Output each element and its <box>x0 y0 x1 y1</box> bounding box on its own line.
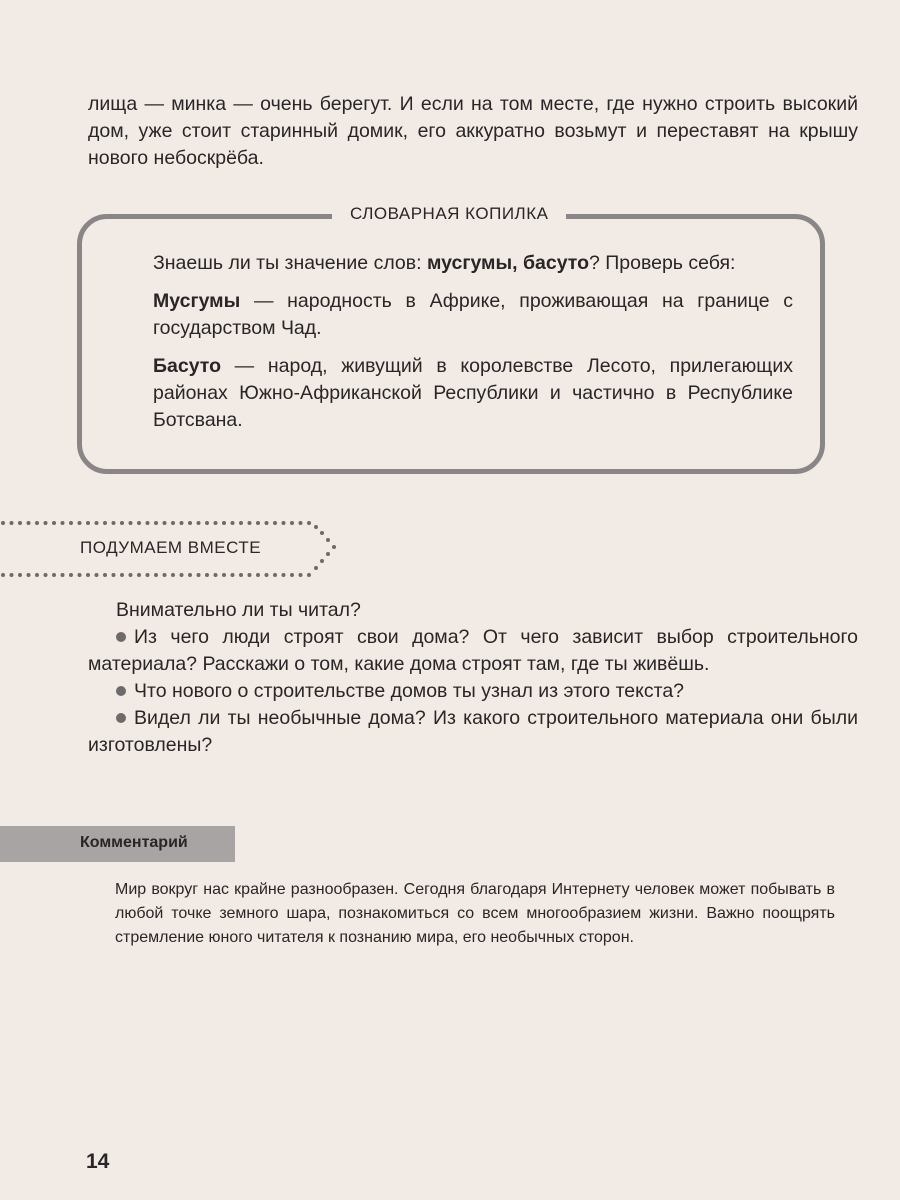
dot <box>146 521 150 525</box>
dot <box>10 573 14 577</box>
dot <box>214 573 218 577</box>
questions-intro: Внимательно ли ты читал? <box>116 599 361 621</box>
dot <box>86 521 90 525</box>
definition-musgumy <box>153 288 793 342</box>
word-musgumy: мусгумы <box>426 252 513 274</box>
dot <box>205 521 209 525</box>
dot <box>44 573 48 577</box>
dot <box>290 573 294 577</box>
definition-term: Басуто <box>153 355 221 377</box>
dot <box>197 573 201 577</box>
dot <box>35 521 39 525</box>
page-number: 14 <box>86 1150 110 1173</box>
definition-basuto <box>153 353 793 434</box>
dot <box>180 573 184 577</box>
dot <box>205 573 209 577</box>
dot <box>231 521 235 525</box>
word-separator: , <box>512 252 523 274</box>
dot <box>18 521 22 525</box>
bullet-icon <box>116 632 126 642</box>
dot <box>265 521 269 525</box>
dot <box>326 552 330 556</box>
vocabulary-box-title: СЛОВАРНАЯ КОПИЛКА <box>332 204 566 224</box>
dot <box>188 521 192 525</box>
question-prefix: Знаешь ли ты значение слов: <box>153 252 427 274</box>
dot <box>163 521 167 525</box>
definition-text: — народность в Африке, проживающая на границе с государством Чад. <box>153 290 793 339</box>
think-together-label: ПОДУМАЕМ ВМЕСТЕ <box>80 538 262 557</box>
dot <box>314 525 318 529</box>
dot <box>256 521 260 525</box>
dot <box>239 573 243 577</box>
dot <box>103 573 107 577</box>
dot <box>86 573 90 577</box>
bullet-icon <box>116 713 126 723</box>
dot <box>154 521 158 525</box>
vocabulary-question <box>153 250 793 277</box>
vocabulary-box-content <box>153 250 793 445</box>
dot <box>35 573 39 577</box>
dot <box>256 573 260 577</box>
dot <box>171 573 175 577</box>
dot <box>326 538 330 542</box>
dot <box>137 573 141 577</box>
dot <box>273 573 277 577</box>
dot <box>69 521 73 525</box>
dot <box>129 521 133 525</box>
dot <box>129 573 133 577</box>
dot <box>103 521 107 525</box>
bullet-icon <box>116 686 126 696</box>
dot <box>52 521 56 525</box>
dot <box>290 521 294 525</box>
dot <box>18 573 22 577</box>
definition-text: — народ, живущий в королевстве Лесото, прилегающих районах Южно-Африканской Республики и частично в Республике Ботсвана. <box>153 355 793 431</box>
dot <box>307 573 311 577</box>
dot <box>248 573 252 577</box>
dot <box>282 521 286 525</box>
dot <box>197 521 201 525</box>
dot <box>120 573 124 577</box>
question-text: Видел ли ты необычные дома? Из какого строительного материала они были изготовлены? <box>88 707 858 756</box>
dot <box>307 521 311 525</box>
dot <box>112 521 116 525</box>
dot <box>61 573 65 577</box>
dot <box>265 573 269 577</box>
dot <box>248 521 252 525</box>
dot <box>120 521 124 525</box>
dot <box>299 573 303 577</box>
question-item <box>88 624 858 678</box>
dot <box>10 521 14 525</box>
word-basuto: басуто <box>522 252 589 274</box>
question-item <box>88 678 858 705</box>
dot <box>180 521 184 525</box>
dot <box>52 573 56 577</box>
dot <box>69 573 73 577</box>
dot <box>171 521 175 525</box>
dot <box>320 531 324 535</box>
dot <box>188 573 192 577</box>
dot <box>27 521 31 525</box>
question-text: Из чего люди строят свои дома? От чего зависит выбор строительного материала? Расскажи о том, какие дома строят там, где ты живёшь. <box>88 626 858 675</box>
dot <box>222 573 226 577</box>
dot <box>320 559 324 563</box>
dot <box>95 521 99 525</box>
dot <box>1 521 5 525</box>
dot <box>27 573 31 577</box>
dot <box>61 521 65 525</box>
dot <box>332 545 336 549</box>
dot <box>1 573 5 577</box>
comment-heading: Комментарий <box>80 834 188 851</box>
intro-paragraph: лища — минка — очень берегут. И если на том месте, где нужно строить высокий дом, уже стоит старинный домик, его аккуратно возьмут и переставят на крышу нового небоскрёба. <box>88 93 858 169</box>
dot <box>222 521 226 525</box>
dot <box>154 573 158 577</box>
comment-text <box>115 878 835 950</box>
question-item <box>88 705 858 759</box>
dot <box>231 573 235 577</box>
questions-section <box>88 597 858 759</box>
dot <box>78 521 82 525</box>
question-text: Что нового о строительстве домов ты узнал из этого текста? <box>134 680 685 702</box>
dot <box>163 573 167 577</box>
question-suffix: ? Проверь себя: <box>589 252 736 274</box>
dot <box>314 566 318 570</box>
dot <box>299 521 303 525</box>
definition-term: Мусгумы <box>153 290 241 312</box>
dot <box>239 521 243 525</box>
dot <box>112 573 116 577</box>
dot <box>273 521 277 525</box>
dot <box>78 573 82 577</box>
dot <box>146 573 150 577</box>
dot <box>137 521 141 525</box>
dot <box>95 573 99 577</box>
comment-paragraph: Мир вокруг нас крайне разнообразен. Сегодня благодаря Интернету человек может побывать в любой точке земного шара, познакомиться со всем многообразием жизни. Важно поощрять стремление юного читателя к познанию мира, его необычных сторон. <box>115 881 835 946</box>
dot <box>282 573 286 577</box>
dot <box>44 521 48 525</box>
comment-heading-bar <box>0 826 235 862</box>
dot <box>214 521 218 525</box>
